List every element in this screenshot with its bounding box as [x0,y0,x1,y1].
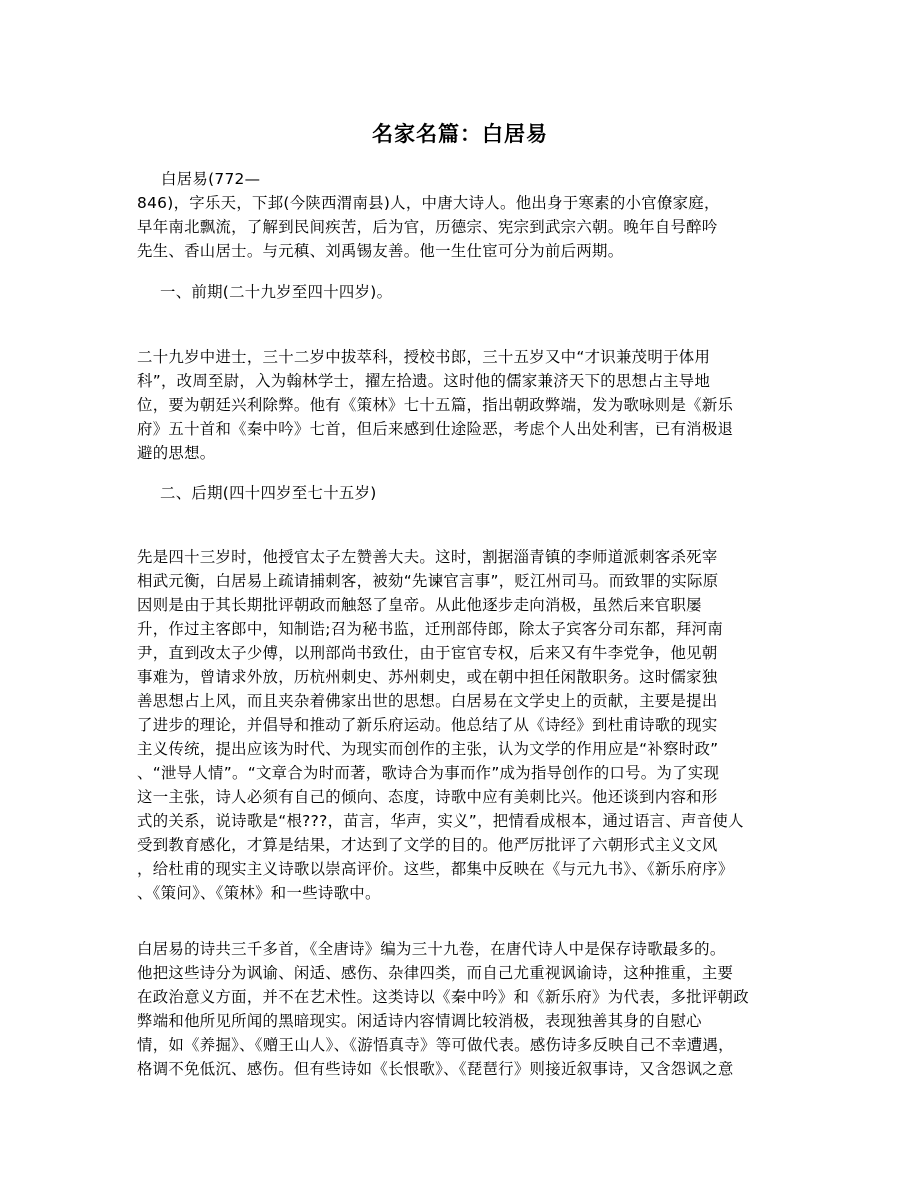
paragraph-line: 式的关系，说诗歌是“根???，苗言，华声，实义”，把情看成根本，通过语言、声音使人 [137,812,744,830]
paragraph-line: 避的思想。 [137,444,216,462]
intro-line: 846)，字乐天，下邽(今陕西渭南县)人，中唐大诗人。他出身于寒素的小官僚家庭， [137,194,720,212]
section-heading-early: 一、前期(二十九岁至四十四岁)。 [160,283,393,301]
paragraph-line: 府》五十首和《秦中吟》七首，但后来感到仕途险恶，考虑个人出处利害，已有消极退 [137,420,734,438]
paragraph-line: 先是四十三岁时，他授官太子左赞善大夫。这时，割据淄青镇的李师道派刺客杀死宰 [137,548,718,566]
paragraph-line: 了进步的理论，并倡导和推动了新乐府运动。他总结了从《诗经》到杜甫诗歌的现实 [137,716,718,734]
paragraph-line: 情，如《养掘》、《赠王山人》、《游悟真寺》等可做代表。感伤诗多反映自己不幸遭遇， [137,1036,734,1054]
paragraph-line: 升，作过主客郎中，知制诰;召为秘书监，迁刑部侍郎，除太子宾客分司东都，拜河南 [137,620,724,638]
paragraph-line: 二十九岁中进士，三十二岁中拔萃科，授校书郎，三十五岁又中“才识兼茂明于体用 [137,348,711,366]
paragraph-line: 善思想占上风，而且夹杂着佛家出世的思想。白居易在文学史上的贡献，主要是提出 [137,692,718,710]
paragraph-line: ，给杜甫的现实主义诗歌以崇高评价。这些，都集中反映在《与元九书》、《新乐府序》 [137,860,734,878]
page-title: 名家名篇：白居易 [372,122,548,146]
intro-line: 先生、香山居士。与元稹、刘禹锡友善。他一生仕宦可分为前后两期。 [137,242,624,260]
paragraph-line: 位，要为朝廷兴利除弊。他有《策林》七十五篇，指出朝政弊端，发为歌咏则是《新乐 [137,396,734,414]
paragraph-line: 在政治意义方面，并不在艺术性。这类诗以《秦中吟》和《新乐府》为代表，多批评朝政 [137,988,749,1006]
paragraph-line: 、“泄导人情”。“文章合为时而著，歌诗合为事而作”成为指导创作的口号。为了实现 [137,764,720,782]
paragraph-line: 相武元衡，白居易上疏请捕刺客，被劾“先谏官言事”，贬江州司马。而致罪的实际原 [137,572,719,590]
paragraph-line: 这一主张，诗人必须有自己的倾向、态度，诗歌中应有美刺比兴。他还谈到内容和形 [137,788,718,806]
paragraph-line: 科”，改周至尉，入为翰林学士，擢左拾遗。这时他的儒家兼济天下的思想占主导地 [137,372,711,390]
section-heading-late: 二、后期(四十四岁至七十五岁) [160,484,377,502]
early-period-paragraph [137,345,789,465]
paragraph-line: 弊端和他所见所闻的黑暗现实。闲适诗内容情调比较消极，表现独善其身的自慰心 [137,1012,702,1030]
paragraph-line: 因则是由于其长期批评朝政而触怒了皇帝。从此他逐步走向消极，虽然后来官职屡 [137,596,702,614]
paragraph-line: 格调不免低沉、感伤。但有些诗如《长恨歌》、《琵琶行》则接近叙事诗，又含怨讽之意 [137,1060,734,1078]
paragraph-line: 白居易的诗共三千多首，《全唐诗》编为三十九卷，在唐代诗人中是保存诗歌最多的。 [137,940,726,958]
late-period-paragraph [137,545,789,905]
paragraph-line: 受到教育感化，才算是结果，才达到了文学的目的。他严厉批评了六朝形式主义文风 [137,836,718,854]
paragraph-line: 主义传统，提出应该为时代、为现实而创作的主张，认为文学的作用应是“补察时政” [137,740,719,758]
poetry-paragraph [137,937,789,1081]
paragraph-line: 尹，直到改太子少傅，以刑部尚书致仕，由于宦官专权，后来又有牛李党争，他见朝 [137,644,718,662]
intro-line: 早年南北飘流，了解到民间疾苦，后为官，历德宗、宪宗到武宗六朝。晚年自号醉吟 [137,218,718,236]
intro-line: 白居易(772— [161,170,261,188]
paragraph-line: 、《策问》、《策林》和一些诗歌中。 [137,884,381,902]
intro-paragraph [137,167,789,263]
paragraph-line: 事难为，曾请求外放，历杭州刺史、苏州刺史，或在朝中担任闲散职务。这时儒家独 [137,668,718,686]
paragraph-line: 他把这些诗分为讽谕、闲适、感伤、杂律四类，而自己尤重视讽谕诗，这种推重，主要 [137,964,734,982]
